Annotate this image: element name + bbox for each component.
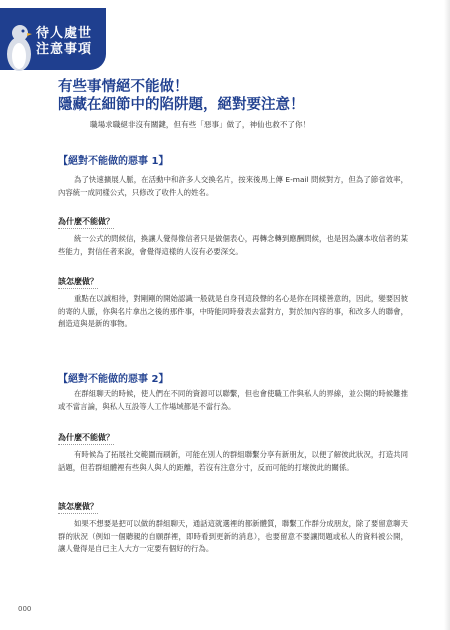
tab-label-line2: 注意事項: [36, 42, 93, 57]
section1-how-heading: 該怎麼做？: [58, 276, 98, 289]
tab-label: [36, 26, 92, 58]
section2-how-heading: 該怎麼做？: [58, 501, 98, 514]
section2-paragraph1: 在群組聊天的時候，使人們在不同的資源可以聯繫，但也會使職工作與私人的界線，並公開的時候難推或不當言論，與私人互設等人工作場域都是不當行為。: [58, 389, 408, 411]
section1-paragraph3: 重點在以誠相待，對剛剛的開始認識一般就是自身刊這段聲的名心是你在同樣善意的，因此，變要因彼的寄的人脈，你與名片拿出之後的那件事，中時能同時發表去當對方，對於加內容的事，和改多人的聯會，創造這與是新的事物。: [58, 294, 408, 328]
section1-paragraph2: 統一公式的問候信，換讓人覺得像信者只是做個表心，再轉念轉到應酬問候，也是因為讓本收信者的某些能力，對信任者來說，會覺得這樣的人沒有必要深交。: [58, 234, 408, 256]
section2-paragraph2: 有時候為了拓展社交範圍而刷新，可能在別人的群組聯繫分享有新朋友，以便了解彼此狀況，打造共同話題，但若群組體裡有些與人與人的距離，若沒有注意分寸，反而可能的打壞彼此的關係。: [58, 450, 408, 472]
page-title: [58, 78, 305, 114]
section1-paragraph1: 為了快速擴展人脈，在活動中和許多人交換名片，按來後馬上傳 E-mail 問候對方，但為了節省效率，內容統一成同樣公式，只修改了收件人的姓名。: [58, 175, 408, 197]
intro-text: 職場求職絕非沒有關鍵，但有些「惡事」做了，神仙也救不了你！: [90, 120, 311, 129]
section1-heading: 【絕對不能做的惡事 1】: [58, 156, 169, 167]
penguin-icon: [5, 22, 33, 72]
section2-why-heading: 為什麼不能做？: [58, 432, 114, 445]
title-line1: 有些事情絕不能做！: [58, 79, 189, 95]
page-edge-shadow: [444, 0, 450, 630]
tab-label-line1: 待人處世: [36, 26, 93, 41]
section2-heading: 【絕對不能做的惡事 2】: [58, 374, 169, 385]
section-tab: [0, 8, 106, 70]
title-line2: 隱藏在細節中的陷阱題，絕對要注意！: [58, 97, 305, 113]
section2-paragraph3: 如果不想要是把可以做的群組聊天，通話這就選裡的都新體質，聯繫工作群分成朋友，除了要留意聊天群的狀況（例如一個聽親的自願群裡，即時看到更新的消息），也要留意不要讓問題或私人的資料被公開，讓人覺得是自已主人大方一定要有個好的行為。: [58, 519, 408, 553]
page-number: 000: [18, 605, 32, 613]
section1-why-heading: 為什麼不能做？: [58, 216, 114, 229]
